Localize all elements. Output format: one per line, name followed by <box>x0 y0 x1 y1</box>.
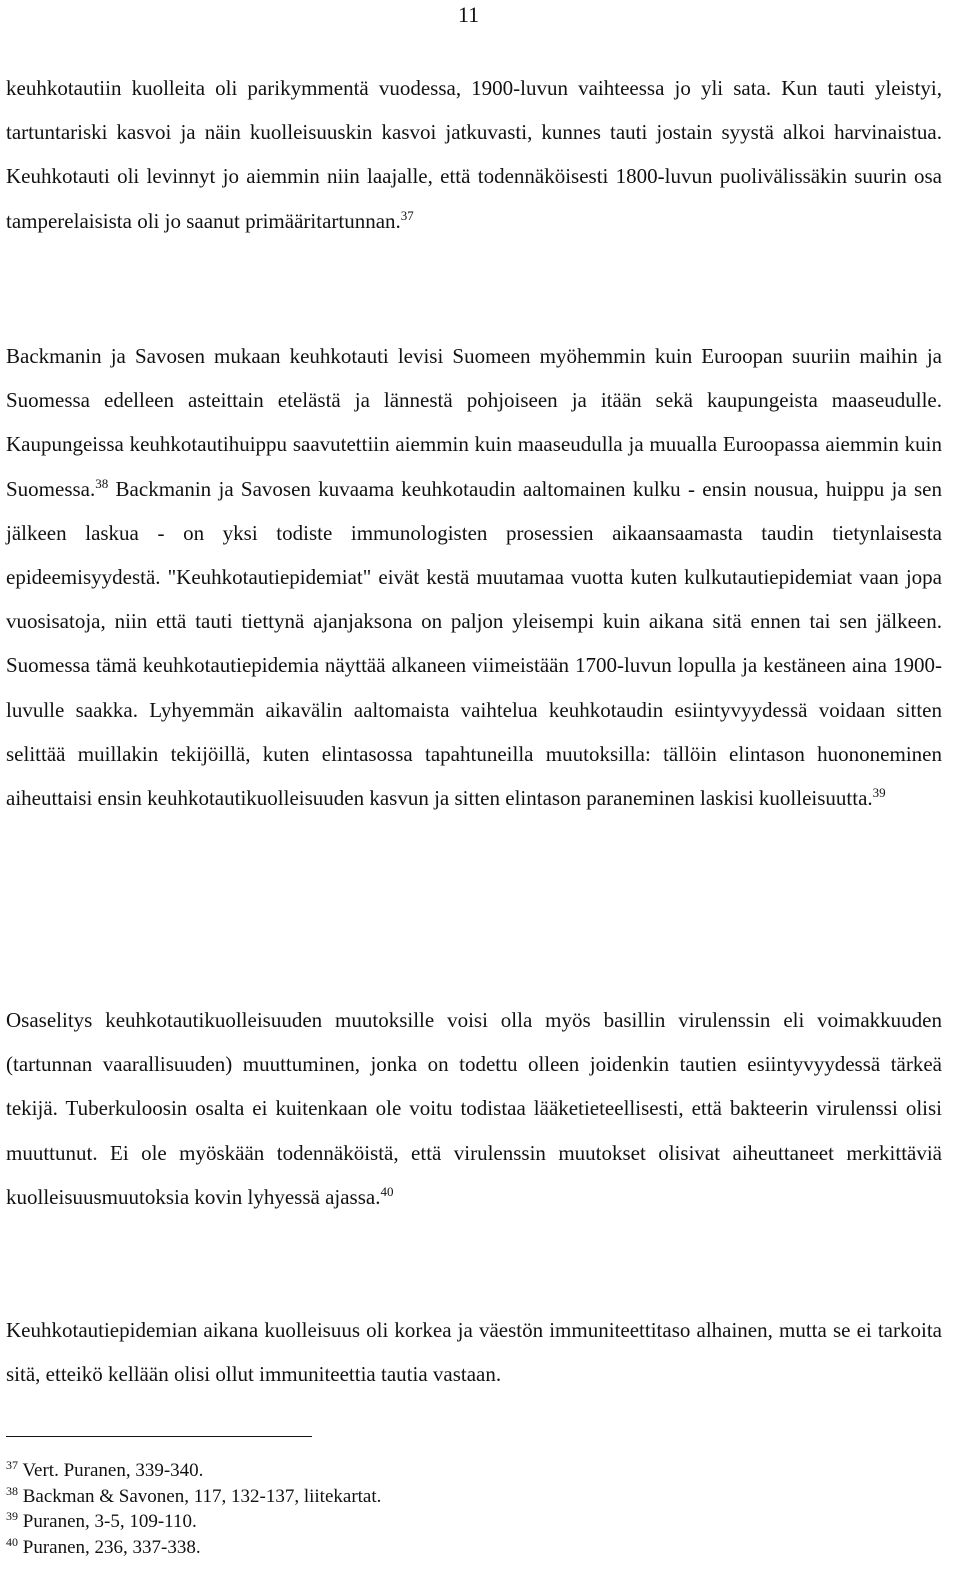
footnote-number: 37 <box>6 1458 18 1472</box>
footnotes <box>6 1458 906 1560</box>
footnote-reference[interactable]: 39 <box>872 785 886 801</box>
paragraph-text: Osaselitys keuhkotautikuolleisuuden muutoksille voisi olla myös basillin virulenssin eli voimakkuuden (tartunnan vaarallisuuden) muuttuminen, jonka on todettu olleen joidenkin tautien esiintyvyydessä tärkeä tekijä. Tuberkuloosin osalta ei kuitenkaan ole voitu todistaa lääketieteellisesti, että bakteerin virulenssi olisi muuttunut. Ei ole myöskään todennäköistä, että virulenssin muutokset olisivat aiheuttaneet merkittäviä kuolleisuusmuutoksia kovin lyhyessä ajassa. <box>6 1008 942 1209</box>
footnote-number: 39 <box>6 1509 18 1523</box>
body-paragraph-2 <box>6 334 942 820</box>
footnote-number: 40 <box>6 1534 18 1549</box>
body-paragraph-3 <box>6 998 942 1219</box>
footnote <box>6 1509 906 1535</box>
footnote-reference[interactable]: 38 <box>95 475 109 491</box>
footnote-text: Puranen, 3-5, 109-110. <box>22 1511 197 1532</box>
footnote <box>6 1484 906 1510</box>
paragraph-text: Backmanin ja Savosen mukaan keuhkotauti levisi Suomeen myöhemmin kuin Euroopan suuriin maihin ja Suomessa edelleen asteittain etelästä ja lännestä pohjoiseen ja itään sekä kaupungeista maaseudulle. Kaupungeissa keuhkotautihuippu saavutettiin aiemmin kuin maaseudulla ja muualla Euroopassa aiemmin kuin Suomessa. <box>6 344 942 501</box>
page-number: 11 <box>458 2 480 27</box>
footnote-text: Backman & Savonen, 117, 132-137, liitekartat. <box>22 1485 382 1507</box>
footnote <box>6 1535 906 1561</box>
paragraph-text: Backmanin ja Savosen kuvaama keuhkotaudin aaltomainen kulku - ensin nousua, huippu ja sen jälkeen laskua - on yksi todiste immunologisten prosessien aikaansaamasta taudin tietynlaisesta epideemisyydestä. "Keuhkotautiepidemiat" eivät kestä muutamaa vuotta kuten kulkutautiepidemiat vaan jopa vuosisatoja, niin että tauti tiettynä ajanjaksona on paljon yleisempi kuin aikana sitä ennen tai sen jälkeen. Suomessa tämä keuhkotautiepidemia näyttää alkaneen viimeistään 1700-luvun lopulla ja kestäneen aina 1900-luvulle saakka. Lyhyemmän aikavälin aaltomaista vaihtelua keuhkotaudin esiintyvyydessä voidaan sitten selittää muillakin tekijöillä, kuten elintasossa tapahtuneilla muutoksilla: tällöin elintason huononeminen aiheuttaisi ensin keuhkotautikuolleisuuden kasvun ja sitten elintason paraneminen laskisi kuolleisuutta. <box>6 476 942 811</box>
body-paragraph-1 <box>6 66 942 243</box>
footnote-reference[interactable]: 40 <box>380 1183 394 1199</box>
body-paragraph-4 <box>6 1308 942 1396</box>
footnote-text: Puranen, 236, 337-338. <box>22 1536 201 1558</box>
paragraph-text: keuhkotautiin kuolleita oli parikymmentä vuodessa, 1900-luvun vaihteessa jo yli sata. Kun tauti yleistyi, tartuntariski kasvoi ja näin kuolleisuuskin kasvoi jatkuvasti, kunnes tauti jostain syystä alkoi harvinaistua. Keuhkotauti oli levinnyt jo aiemmin niin laajalle, että todennäköisesti 1800-luvun puolivälissäkin suurin osa tamperelaisista oli jo saanut primääritartunnan. <box>6 76 942 233</box>
paragraph-text: Keuhkotautiepidemian aikana kuolleisuus oli korkea ja väestön immuniteettitaso alhainen, mutta se ei tarkoita sitä, etteikö kellään olisi ollut immuniteettia tautia vastaan. <box>6 1318 942 1387</box>
footnote-separator <box>6 1436 312 1437</box>
footnote <box>6 1458 906 1484</box>
footnote-number: 38 <box>6 1483 18 1498</box>
footnote-text: Vert. Puranen, 339-340. <box>22 1460 204 1481</box>
footnote-reference[interactable]: 37 <box>400 207 414 223</box>
